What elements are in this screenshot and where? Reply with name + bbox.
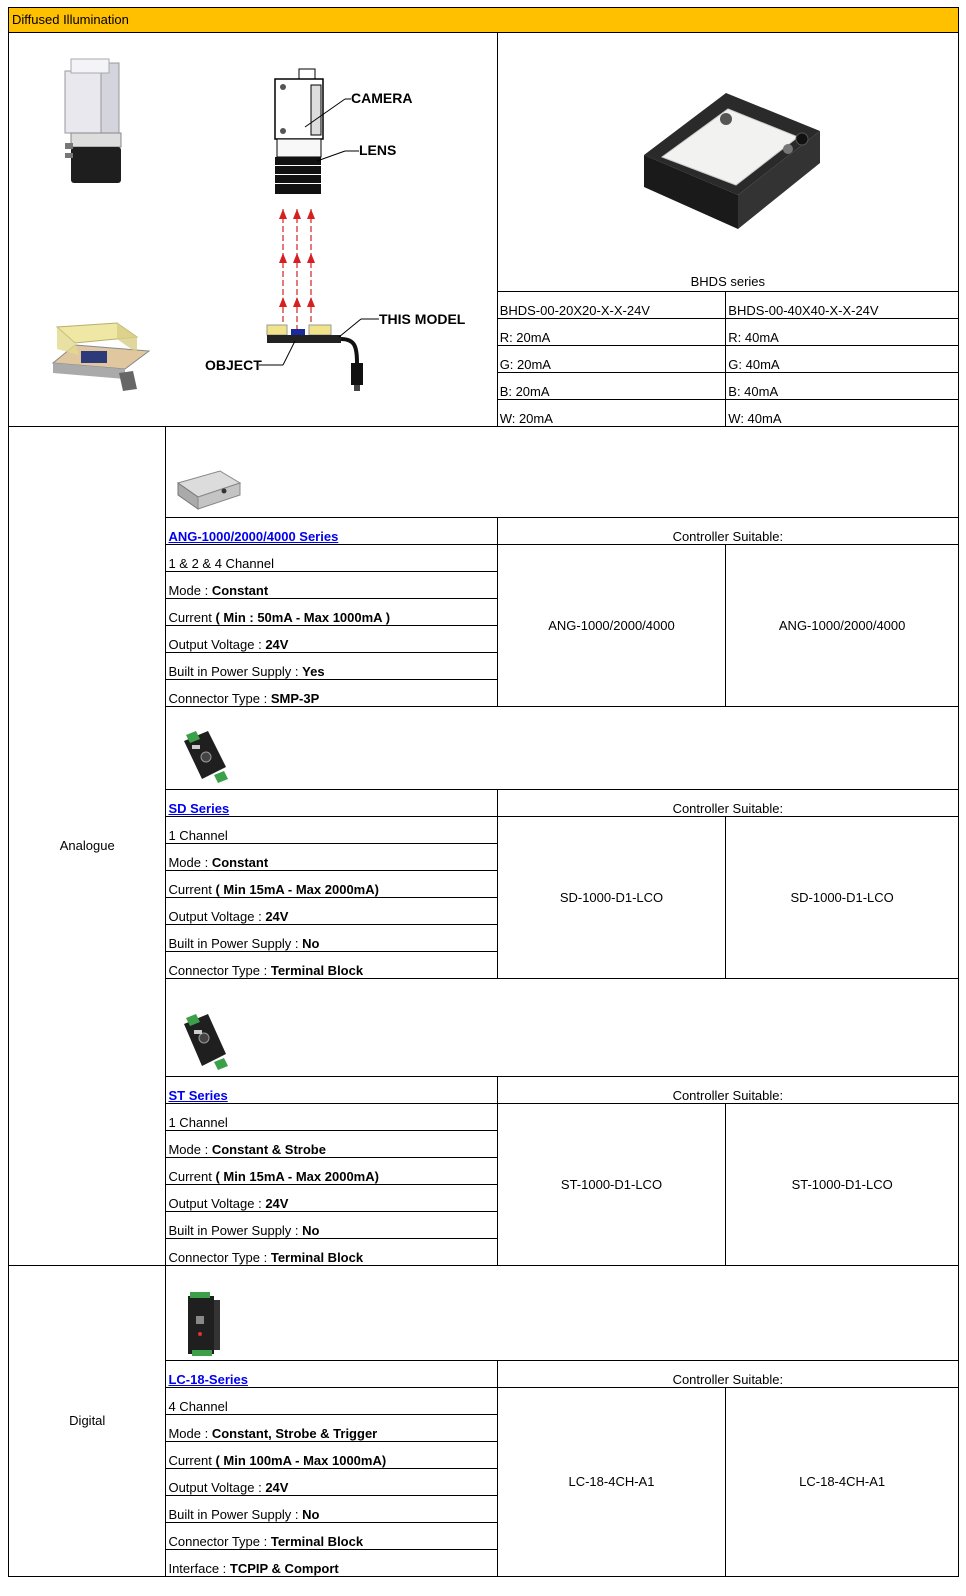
bhds-model-1-w: W: 20mA	[497, 400, 726, 427]
sd-image-cell	[166, 707, 959, 790]
bhds-series-label: BHDS series	[690, 274, 766, 289]
ang-current: Current ( Min : 50mA - Max 1000mA )	[166, 599, 497, 626]
bhds-model-2-g: G: 40mA	[726, 346, 959, 373]
sd-mode: Mode : Constant	[166, 844, 497, 871]
illustration-cell	[9, 33, 498, 427]
camera-label: CAMERA	[351, 90, 413, 106]
ang-image-cell	[166, 427, 959, 518]
st-current: Current ( Min 15mA - Max 2000mA)	[166, 1158, 497, 1185]
ang-suitable-1: ANG-1000/2000/4000	[497, 545, 726, 707]
sd-suitable-2: SD-1000-D1-LCO	[726, 817, 959, 979]
st-suitable-header: Controller Suitable:	[497, 1077, 958, 1104]
st-series-cell	[166, 1077, 497, 1104]
group-digital: Digital	[9, 1266, 166, 1577]
ang-suitable-header: Controller Suitable:	[497, 518, 958, 545]
object-render-image	[53, 323, 149, 391]
schematic-camera	[275, 69, 323, 194]
light-rays	[283, 209, 311, 331]
st-image-cell	[166, 979, 959, 1077]
bhds-product-cell	[497, 33, 958, 292]
sd-psu: Built in Power Supply : No	[166, 925, 497, 952]
lc18-suitable-header: Controller Suitable:	[497, 1361, 958, 1388]
lc18-interface: Interface : TCPIP & Comport	[166, 1550, 497, 1577]
sd-voltage: Output Voltage : 24V	[166, 898, 497, 925]
st-channel: 1 Channel	[166, 1104, 497, 1131]
st-suitable-2: ST-1000-D1-LCO	[726, 1104, 959, 1266]
st-series-link[interactable]: ST Series	[168, 1088, 228, 1103]
lc18-current: Current ( Min 100mA - Max 1000mA)	[166, 1442, 497, 1469]
sd-controller-image	[174, 727, 234, 789]
bhds-model-2-w: W: 40mA	[726, 400, 959, 427]
diffused-illumination-diagram	[9, 33, 489, 423]
lc18-connector: Connector Type : Terminal Block	[166, 1523, 497, 1550]
group-analogue: Analogue	[9, 427, 166, 1266]
st-voltage: Output Voltage : 24V	[166, 1185, 497, 1212]
sd-series-cell	[166, 790, 497, 817]
spec-table	[8, 7, 959, 1577]
st-suitable-1: ST-1000-D1-LCO	[497, 1104, 726, 1266]
lc18-suitable-1: LC-18-4CH-A1	[497, 1388, 726, 1577]
ang-series-cell	[166, 518, 497, 545]
lc18-series-link[interactable]: LC-18-Series	[168, 1372, 248, 1387]
this-model-light	[267, 325, 363, 391]
lc18-series-cell	[166, 1361, 497, 1388]
st-psu: Built in Power Supply : No	[166, 1212, 497, 1239]
ang-mode: Mode : Constant	[166, 572, 497, 599]
this-model-label: THIS MODEL	[379, 311, 466, 327]
camera-render-image	[65, 59, 121, 183]
st-mode: Mode : Constant & Strobe	[166, 1131, 497, 1158]
ang-series-link[interactable]: ANG-1000/2000/4000 Series	[168, 529, 339, 544]
object-label: OBJECT	[205, 357, 262, 373]
lc18-psu: Built in Power Supply : No	[166, 1496, 497, 1523]
sd-current: Current ( Min 15mA - Max 2000mA)	[166, 871, 497, 898]
bhds-product-image	[498, 35, 952, 273]
sd-suitable-header: Controller Suitable:	[497, 790, 958, 817]
ang-channel: 1 & 2 & 4 Channel	[166, 545, 497, 572]
bhds-model-1-r: R: 20mA	[497, 319, 726, 346]
bhds-model-2-b: B: 40mA	[726, 373, 959, 400]
sd-suitable-1: SD-1000-D1-LCO	[497, 817, 726, 979]
ang-controller-image	[174, 461, 244, 517]
lens-label: LENS	[359, 142, 397, 158]
lc18-channel: 4 Channel	[166, 1388, 497, 1415]
bhds-model-1-b: B: 20mA	[497, 373, 726, 400]
bhds-model-2-r: R: 40mA	[726, 319, 959, 346]
bhds-model-1-g: G: 20mA	[497, 346, 726, 373]
lc18-suitable-2: LC-18-4CH-A1	[726, 1388, 959, 1577]
ang-connector: Connector Type : SMP-3P	[166, 680, 497, 707]
bhds-model-2: BHDS-00-40X40-X-X-24V	[726, 292, 959, 319]
lc18-voltage: Output Voltage : 24V	[166, 1469, 497, 1496]
lc18-image-cell	[166, 1266, 959, 1361]
lc18-mode: Mode : Constant, Strobe & Trigger	[166, 1415, 497, 1442]
st-connector: Connector Type : Terminal Block	[166, 1239, 497, 1266]
sd-connector: Connector Type : Terminal Block	[166, 952, 497, 979]
page-title: Diffused Illumination	[9, 8, 959, 33]
sd-channel: 1 Channel	[166, 817, 497, 844]
bhds-model-1: BHDS-00-20X20-X-X-24V	[497, 292, 726, 319]
sd-series-link[interactable]: SD Series	[168, 801, 230, 816]
ang-psu: Built in Power Supply : Yes	[166, 653, 497, 680]
lc18-controller-image	[180, 1290, 230, 1360]
st-controller-image	[174, 1010, 234, 1076]
ang-suitable-2: ANG-1000/2000/4000	[726, 545, 959, 707]
ang-voltage: Output Voltage : 24V	[166, 626, 497, 653]
spec-sheet	[8, 7, 959, 1577]
